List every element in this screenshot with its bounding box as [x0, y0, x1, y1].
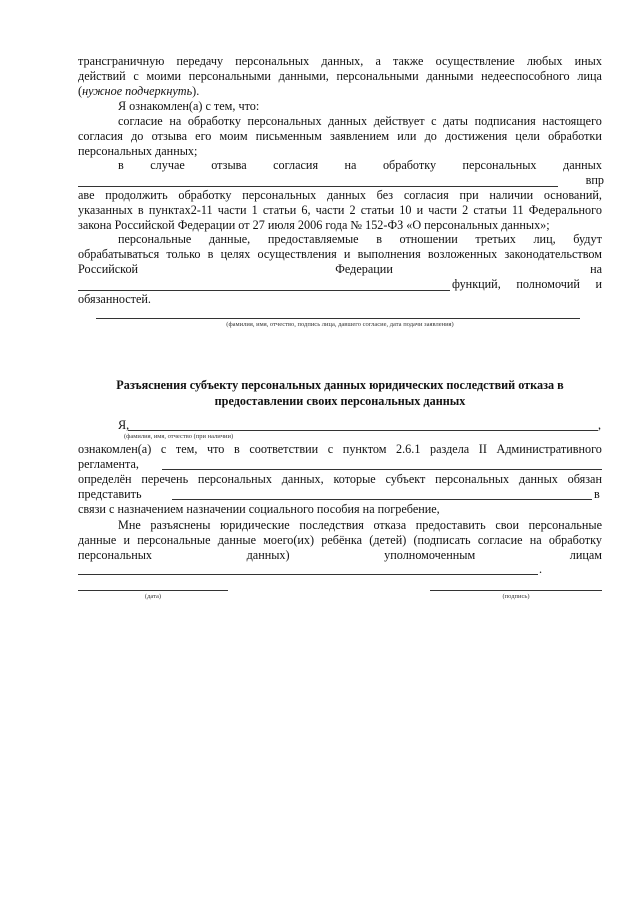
caption-date: (дата): [144, 593, 162, 600]
word: предоставляемые: [267, 232, 359, 246]
signature-line: [96, 318, 580, 319]
word: согласия: [403, 188, 449, 202]
caption-signature: (подпись): [502, 593, 530, 600]
text-line: [78, 533, 602, 548]
word: согласия: [273, 158, 319, 172]
word: достижения: [445, 129, 508, 143]
word: передачу: [176, 54, 224, 68]
text-line: регламента,: [78, 457, 139, 471]
word: обработку: [178, 188, 232, 202]
text-line: [118, 518, 602, 533]
word: Мне: [118, 518, 141, 532]
word: заявлением: [330, 129, 390, 143]
word: пунктом: [342, 442, 387, 456]
word: (подписать: [413, 533, 471, 547]
word: любых: [526, 54, 563, 68]
word: данные,: [208, 232, 251, 246]
word: на: [344, 158, 357, 172]
word: статьи: [360, 203, 395, 217]
text-line: [78, 548, 602, 563]
word: данные: [78, 533, 117, 547]
text-line: обязанностей.: [78, 292, 151, 306]
word: персональными: [188, 69, 271, 83]
word: случае: [150, 158, 185, 172]
fill-line-fio[interactable]: [128, 430, 598, 431]
word: осуществления: [257, 247, 337, 261]
word: обрабатываться: [78, 247, 160, 261]
word: при: [459, 188, 479, 202]
word: персональных: [197, 472, 272, 486]
word: возложенных: [427, 247, 498, 261]
text-line: представить: [78, 487, 142, 501]
word: моими: [146, 69, 182, 83]
fill-line: [78, 290, 450, 291]
date-line[interactable]: [78, 590, 228, 591]
word: моим: [219, 129, 248, 143]
word: функций,: [452, 277, 501, 291]
word: также: [392, 54, 424, 68]
word: отзыва: [211, 158, 247, 172]
word: разъяснены: [150, 518, 211, 532]
text-line: [78, 262, 602, 277]
word: Административного: [496, 442, 602, 456]
word: на: [529, 533, 542, 547]
word: 2: [462, 203, 469, 217]
fill-line[interactable]: [172, 499, 592, 500]
word: согласие: [118, 114, 163, 128]
word: на: [169, 114, 182, 128]
section-heading: Разъяснения субъекту персональных данных юридических последствий отказа в: [116, 378, 564, 392]
word: данных: [563, 158, 602, 172]
word: 6,: [301, 203, 311, 217]
word: 1: [251, 203, 258, 217]
caption: (фамилия, имя, отчество (при наличии): [124, 433, 234, 440]
word: части: [315, 203, 345, 217]
word: настоящего: [542, 114, 602, 128]
word: на: [590, 262, 602, 276]
word: отзыва: [151, 129, 187, 143]
word: лицам: [569, 548, 602, 562]
fill-line: [78, 186, 558, 187]
text-line: [118, 158, 602, 173]
word: наличии: [489, 188, 534, 202]
text-line: [118, 114, 602, 129]
text-line: [78, 54, 602, 69]
word: подписания: [474, 114, 536, 128]
word: без: [376, 188, 394, 202]
word: действует: [373, 114, 425, 128]
word: и: [123, 533, 130, 547]
word: данных: [328, 114, 368, 128]
fill-line[interactable]: [78, 574, 538, 575]
word: лиц,: [533, 232, 556, 246]
word: с: [133, 69, 139, 83]
word: обработку: [382, 158, 437, 172]
word: персональные: [118, 232, 192, 246]
word: данные: [217, 533, 256, 547]
word: статьи: [473, 203, 507, 217]
text-line: Я ознакомлен(а) с тем, что:: [118, 99, 260, 113]
word: 2: [349, 203, 356, 217]
word: обработку: [187, 114, 241, 128]
word: персональных: [242, 188, 317, 202]
word: с: [327, 442, 334, 456]
signature-line[interactable]: [430, 590, 602, 591]
word: последствия: [299, 518, 364, 532]
word: персональных: [435, 472, 510, 486]
word: и: [343, 247, 351, 261]
word: целях: [220, 247, 251, 261]
word: персональных: [247, 114, 322, 128]
caption: (фамилия, имя, отчество, подпись лица, давшего согласие, дата подачи заявления): [226, 321, 454, 328]
word: обязан: [567, 472, 602, 486]
word: в: [376, 232, 382, 246]
word: ребёнка: [321, 533, 363, 547]
word: и: [595, 277, 602, 291]
word: определён: [78, 472, 132, 486]
word: письменным: [255, 129, 322, 143]
word: 11: [511, 203, 524, 217]
word: или: [397, 129, 417, 143]
text-line: [78, 188, 602, 203]
word: в: [118, 158, 124, 172]
fill-line[interactable]: [162, 469, 602, 470]
word: части: [217, 203, 247, 217]
word: свои: [495, 518, 520, 532]
word: отказа: [373, 518, 407, 532]
word: с: [431, 114, 437, 128]
text-line: (нужное подчеркнуть).: [78, 84, 200, 98]
word: отношении: [399, 232, 458, 246]
word: что: [206, 442, 225, 456]
word: даты: [443, 114, 468, 128]
text-line: [78, 203, 602, 218]
word: обработку: [548, 533, 602, 547]
word: персональных: [462, 158, 537, 172]
word: его: [195, 129, 212, 143]
word: 2.6.1: [396, 442, 421, 456]
word: выполнения: [357, 247, 421, 261]
word: продолжить: [105, 188, 168, 202]
word: которые: [333, 472, 376, 486]
word: согласия: [78, 129, 123, 143]
word: указанных: [78, 203, 133, 217]
word: данных: [518, 472, 558, 486]
text-line: персональных данных;: [78, 144, 198, 158]
text-line: Я,: [118, 418, 130, 432]
word: лица: [577, 69, 602, 83]
text-line: [78, 442, 602, 457]
word: обработки: [548, 129, 602, 143]
word: данных,: [281, 472, 324, 486]
word: II: [478, 442, 487, 456]
word: законодательством: [504, 247, 602, 261]
word: недееспособного: [481, 69, 570, 83]
word: моего(их): [263, 533, 315, 547]
word: трансграничную: [78, 54, 165, 68]
text-line: [78, 69, 602, 84]
word: будут: [573, 232, 602, 246]
word: статьи: [262, 203, 297, 217]
word: данных): [246, 548, 290, 562]
word: аве: [78, 188, 95, 202]
word: согласие: [477, 533, 523, 547]
word: персональные: [528, 518, 602, 532]
word: тем,: [175, 442, 198, 456]
word: юридические: [220, 518, 290, 532]
text-line: [78, 247, 602, 262]
word: части: [428, 203, 458, 217]
word: цели: [515, 129, 540, 143]
word: Федерации: [335, 262, 393, 276]
word: соответствии: [249, 442, 319, 456]
word: в: [207, 247, 214, 261]
word: иных: [574, 54, 602, 68]
word: персональных: [235, 54, 310, 68]
word: Федерального: [528, 203, 602, 217]
text-line: [118, 232, 602, 247]
word: а: [375, 54, 381, 68]
word: раздела: [430, 442, 470, 456]
word: данных,: [321, 54, 364, 68]
word: с: [160, 442, 167, 456]
word: данных: [326, 188, 366, 202]
text-line: .: [539, 562, 543, 576]
text-line: в: [594, 487, 600, 501]
word: в: [233, 442, 240, 456]
text-line: ,: [598, 418, 602, 432]
text-line: [452, 277, 602, 292]
section-heading: предоставлении своих персональных данных: [214, 394, 466, 408]
word: уполномоченным: [384, 548, 476, 562]
text-line: [78, 129, 602, 144]
text-line: впр: [585, 173, 604, 187]
word: ознакомлен(а): [78, 442, 152, 456]
word: Российской: [78, 262, 139, 276]
word: до: [131, 129, 144, 143]
text-line: [78, 472, 602, 487]
word: данными,: [278, 69, 329, 83]
word: субъект: [385, 472, 426, 486]
word: предоставить: [415, 518, 486, 532]
text-line: закона Российской Федерации от 27 июля 2006 года № 152-ФЗ «О персональных данных»;: [78, 218, 550, 232]
word: персональные: [137, 533, 211, 547]
word: перечень: [141, 472, 189, 486]
word: действий: [78, 69, 126, 83]
word: только: [166, 247, 201, 261]
word: персональными: [336, 69, 419, 83]
word: (детей): [369, 533, 407, 547]
word: и: [416, 203, 424, 217]
word: осуществление: [435, 54, 515, 68]
word: оснований,: [543, 188, 602, 202]
word: до: [424, 129, 437, 143]
word: полномочий: [516, 277, 580, 291]
italic-note: нужное подчеркнуть: [82, 84, 193, 98]
word: третьих: [475, 232, 516, 246]
word: пунктах2-11: [148, 203, 213, 217]
word: персональных: [78, 548, 153, 562]
word: данными: [426, 69, 474, 83]
word: 10: [399, 203, 412, 217]
text-line: связи с назначением назначении социального пособия на погребение,: [78, 502, 440, 516]
word: в: [137, 203, 144, 217]
